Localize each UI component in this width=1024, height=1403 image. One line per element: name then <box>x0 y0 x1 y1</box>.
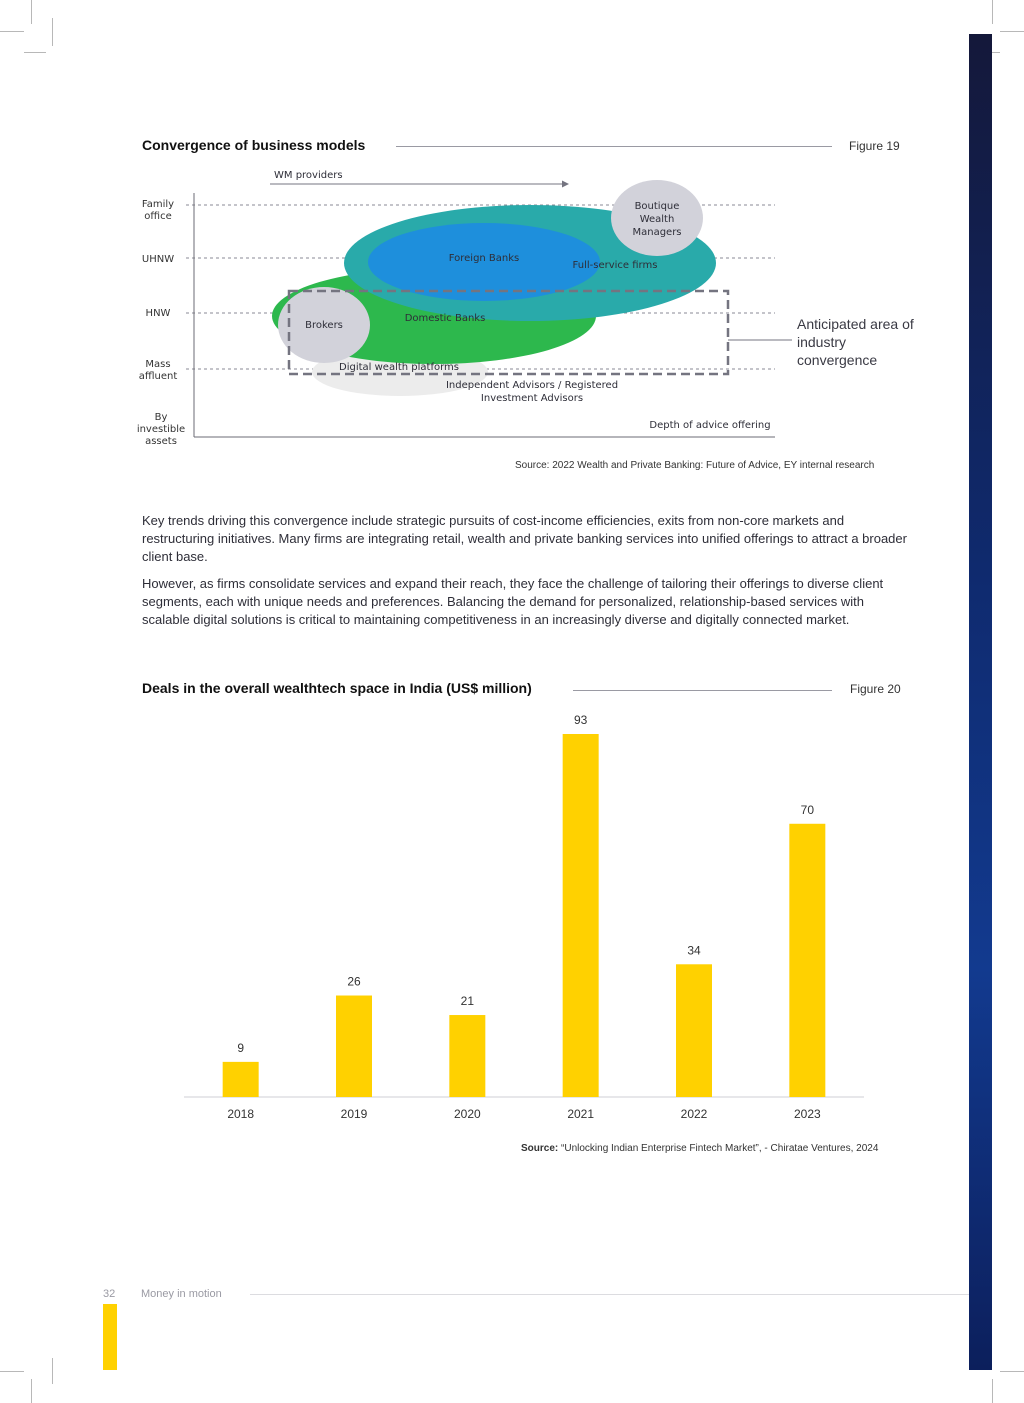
tick-label-2023: 2023 <box>793 1107 821 1121</box>
page-number: 32 <box>103 1288 116 1300</box>
crop-mark <box>52 1358 53 1384</box>
foreign-banks-label: Foreign Banks <box>448 253 520 264</box>
crop-mark <box>0 1371 24 1372</box>
brokers-label: Brokers <box>305 320 343 331</box>
publication-name: Money in motion <box>141 1288 222 1300</box>
data-label-2022: 34 <box>687 943 701 958</box>
bar-2020 <box>449 1015 485 1097</box>
convergence-callout: Anticipated area of industry convergence <box>797 316 914 368</box>
wm-providers-label: WM providers <box>274 170 343 181</box>
data-label-2023: 70 <box>800 802 815 817</box>
data-label-2020: 21 <box>460 994 475 1009</box>
crop-mark <box>1000 1371 1024 1372</box>
full-service-label: Full-service firms <box>572 260 658 271</box>
wealthtech-deals-bar-chart <box>0 700 1024 1130</box>
crop-mark <box>992 1379 993 1403</box>
figure-19-number: Figure 19 <box>849 139 900 153</box>
x-axis-label: Depth of advice offering <box>649 420 771 431</box>
figure-20-number: Figure 20 <box>850 682 901 696</box>
domestic-banks-label: Domestic Banks <box>404 313 486 324</box>
paragraph-1: Key trends driving this convergence include strategic pursuits of cost-income efficiencies, exits from non-core markets and restructuring initiatives. Many firms are integrating retail, wealth and private banking services into unified offerings to attract a broader client base. <box>142 513 907 564</box>
independent-advisors-label: Independent Advisors / Registered Investment Advisors <box>445 380 619 404</box>
tick-label-2019: 2019 <box>340 1107 368 1121</box>
tick-label-2021: 2021 <box>567 1107 595 1121</box>
bar-2022 <box>676 964 712 1097</box>
paragraph-2: However, as firms consolidate services and expand their reach, they face the challenge of tailoring their offerings to diverse client segments, each with unique needs and preferences. Balancing the demand for personalized, relationship-based services with scalable digital solutions is critical to maintaining competitiveness in an increasingly diverse and digitally connected market. <box>142 576 884 627</box>
data-label-2018: 9 <box>237 1040 245 1055</box>
crop-mark <box>31 1379 32 1403</box>
figure-19-source: Source: 2022 Wealth and Private Banking: Future of Advice, EY internal research <box>515 460 875 471</box>
y-label-uhnw: UHNW <box>141 254 175 265</box>
y-label-mass-affluent: Mass affluent <box>138 359 178 382</box>
source-label: Source: <box>521 1143 559 1154</box>
digital-wealth-label: Digital wealth platforms <box>339 362 459 373</box>
footer-rule <box>250 1294 969 1295</box>
boutique-label: Boutique Wealth Managers <box>632 201 682 238</box>
footer-accent-bar <box>103 1304 117 1370</box>
bar-2021 <box>563 734 599 1097</box>
data-label-2021: 93 <box>573 713 588 727</box>
bar-2019 <box>336 996 372 1097</box>
y-label-investible-assets: By investible assets <box>136 412 186 447</box>
figure-20-source <box>521 1143 878 1154</box>
y-label-family-office: Family office <box>141 199 175 222</box>
source-text: “Unlocking Indian Enterprise Fintech Market”, - Chiratae Ventures, 2024 <box>558 1143 879 1154</box>
figure-20-rule <box>573 690 832 691</box>
tick-label-2022: 2022 <box>680 1107 708 1121</box>
bar-2023 <box>789 824 825 1097</box>
figure-19-title: Convergence of business models <box>142 137 366 153</box>
tick-label-2018: 2018 <box>227 1107 255 1121</box>
tick-label-2020: 2020 <box>453 1107 481 1121</box>
data-label-2019: 26 <box>347 974 361 989</box>
arrow-head <box>562 181 569 188</box>
bar-2018 <box>223 1062 259 1097</box>
y-label-hnw: HNW <box>145 308 171 319</box>
figure-20-title: Deals in the overall wealthtech space in India (US$ million) <box>142 680 532 696</box>
